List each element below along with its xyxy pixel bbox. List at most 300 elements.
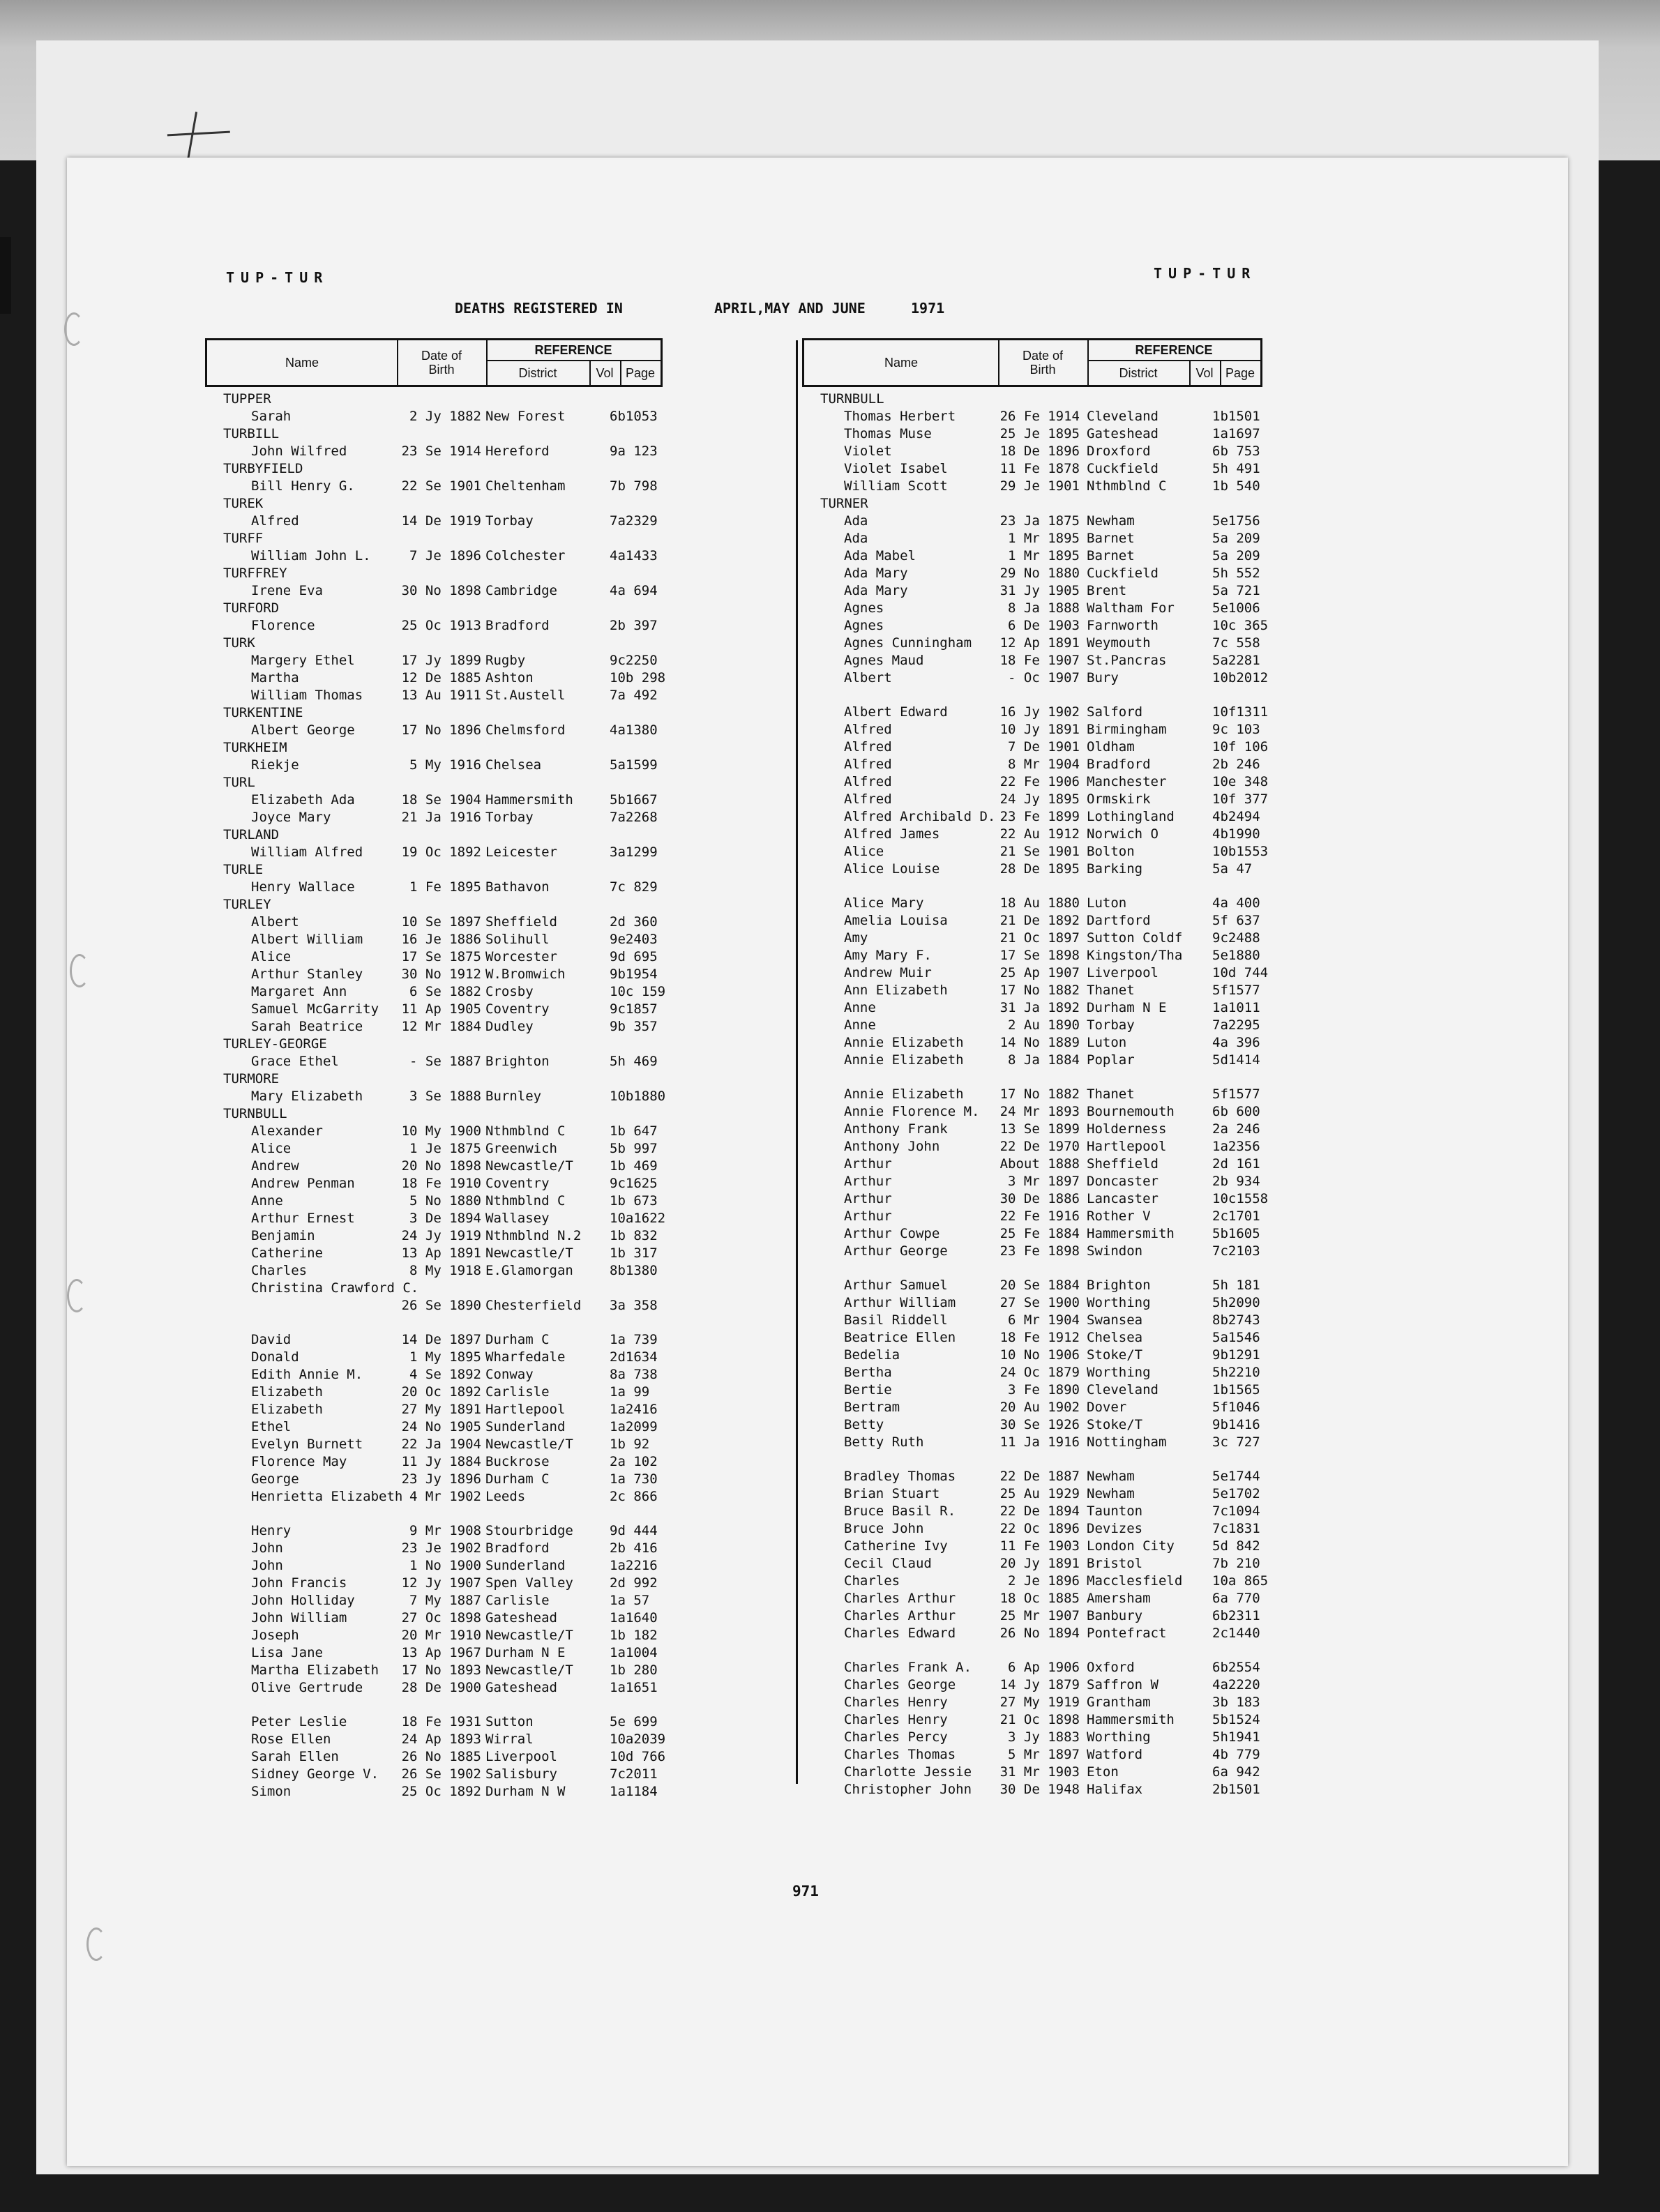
death-entry [802, 1139, 1262, 1156]
date-of-birth: 24 No 1905 [401, 1419, 481, 1434]
date-of-birth: 24 Ap 1893 [401, 1732, 481, 1747]
district: Newcastle/T [485, 1662, 573, 1678]
forename: Bruce John [844, 1521, 924, 1536]
forename: Annie Elizabeth [844, 1086, 964, 1102]
binder-hole [64, 312, 84, 346]
vol-page: 6a 942 [1212, 1764, 1260, 1780]
death-entry [802, 1747, 1262, 1764]
vol-page: 1b 92 [610, 1437, 650, 1452]
death-entry [205, 1610, 663, 1628]
surname: TURMORE [223, 1071, 280, 1086]
death-entry [802, 1660, 1262, 1677]
vol-page: 10d 766 [610, 1749, 666, 1764]
vol-page: 10a 865 [1212, 1573, 1269, 1589]
district: Worthing [1087, 1295, 1151, 1310]
surname-heading [205, 897, 663, 914]
range-left: TUP-TUR [226, 269, 329, 286]
district: Crosby [485, 984, 534, 999]
death-entry [802, 965, 1269, 983]
district: Banbury [1087, 1608, 1143, 1623]
date-of-birth: 25 Oc 1913 [401, 618, 481, 633]
death-entry [205, 1141, 663, 1158]
death-entry [205, 444, 663, 461]
death-entry [205, 548, 663, 566]
death-entry [802, 1086, 1262, 1104]
forename: John Wilfred [251, 444, 347, 459]
header-dob-line1: Date of [421, 349, 462, 363]
death-entry [802, 409, 1262, 426]
date-of-birth: 26 No 1885 [401, 1749, 481, 1764]
header-reference: REFERENCE [486, 340, 661, 361]
district: Swindon [1087, 1243, 1143, 1259]
death-entry [802, 1712, 1262, 1729]
surname-heading [205, 391, 663, 409]
forename: Albert Edward [844, 704, 948, 720]
vol-page: 1b 832 [610, 1228, 658, 1243]
vol-page: 5f1046 [1212, 1400, 1260, 1415]
date-of-birth: 24 Jy 1895 [999, 791, 1080, 807]
forename: Henrietta Elizabeth [251, 1489, 403, 1504]
date-of-birth: 18 Fe 1910 [401, 1176, 481, 1191]
district: Spen Valley [485, 1575, 573, 1591]
district: Newcastle/T [485, 1628, 573, 1643]
surname-heading [802, 496, 1262, 513]
vol-page: 5a 721 [1212, 583, 1260, 598]
vol-page: 10a1622 [610, 1211, 666, 1226]
death-entry [205, 844, 663, 862]
vol-page: 5a2281 [1212, 653, 1260, 668]
vol-page: 8b1380 [610, 1263, 658, 1278]
death-entry [802, 1347, 1262, 1365]
forename: Sarah Ellen [251, 1749, 339, 1764]
death-entry [205, 1593, 663, 1610]
date-of-birth: - Oc 1907 [1008, 670, 1080, 685]
forename: Albert [251, 914, 299, 930]
forename: Annie Elizabeth [844, 1035, 964, 1050]
forename: Ada Mary [844, 583, 908, 598]
date-of-birth: 18 Fe 1912 [999, 1330, 1080, 1345]
date-of-birth: 13 Ap 1967 [401, 1645, 481, 1660]
forename: Irene Eva [251, 583, 323, 598]
header-page: Page [625, 365, 656, 380]
district: W.Bromwich [485, 967, 566, 982]
right-column [802, 338, 1269, 1797]
forename: Cecil Claud [844, 1556, 932, 1571]
district: Cleveland [1087, 1382, 1159, 1397]
vol-page: 7c 558 [1212, 635, 1260, 651]
date-of-birth: 22 Fe 1906 [999, 774, 1080, 789]
death-entry [205, 1089, 666, 1106]
death-entry [802, 948, 1262, 965]
vol-page: 5d 842 [1212, 1538, 1260, 1554]
vol-page: 5f 637 [1212, 913, 1260, 928]
surname-heading [205, 461, 663, 478]
forename: Arthur William [844, 1295, 956, 1310]
date-of-birth: 17 Se 1875 [401, 949, 481, 964]
forename: Arthur [844, 1191, 892, 1206]
vol-page: 5h1941 [1212, 1729, 1260, 1745]
vol-page: 1a1004 [610, 1645, 658, 1660]
table-header [205, 338, 663, 387]
date-of-birth: 21 De 1892 [999, 913, 1080, 928]
date-of-birth: 23 Jy 1896 [401, 1471, 481, 1487]
date-of-birth: 18 Fe 1907 [999, 653, 1080, 668]
district: Durham N E [485, 1645, 566, 1660]
forename: Lisa Jane [251, 1645, 323, 1660]
vol-page: 6b2311 [1212, 1608, 1260, 1623]
district: Newcastle/T [485, 1245, 573, 1261]
district: Liverpool [485, 1749, 557, 1764]
forename: Martha [251, 670, 299, 685]
vol-page: 1a2099 [610, 1419, 658, 1434]
district: Bury [1087, 670, 1119, 685]
vol-page: 2b1501 [1212, 1782, 1260, 1797]
death-entry [802, 1295, 1262, 1312]
district: London City [1087, 1538, 1175, 1554]
district: Salford [1087, 704, 1143, 720]
district: Torbay [485, 513, 534, 529]
district: Worcester [485, 949, 557, 964]
district: Luton [1087, 895, 1127, 911]
death-entry [802, 774, 1269, 791]
date-of-birth: 14 Jy 1879 [999, 1677, 1080, 1692]
forename: John Holliday [251, 1593, 355, 1608]
forename: Amy Mary F. [844, 948, 932, 963]
vol-page: 4a2220 [1212, 1677, 1260, 1692]
death-entry [802, 1191, 1269, 1209]
date-of-birth: 7 De 1901 [1008, 739, 1080, 755]
district: Holderness [1087, 1121, 1167, 1137]
date-of-birth: 25 Je 1895 [999, 426, 1080, 441]
district: Swansea [1087, 1312, 1143, 1328]
death-entry [205, 879, 663, 897]
forename: Charles Arthur [844, 1591, 956, 1606]
header-dob-line2: Birth [428, 363, 455, 377]
death-entry [802, 1677, 1262, 1695]
date-of-birth: 20 No 1898 [401, 1158, 481, 1174]
district: Chesterfield [485, 1298, 582, 1313]
death-entry [802, 426, 1262, 444]
death-entry [205, 1628, 663, 1645]
district: Newcastle/T [485, 1437, 573, 1452]
vol-page: 5h2090 [1212, 1295, 1260, 1310]
date-of-birth: 30 No 1898 [401, 583, 481, 598]
vol-page: 3c 727 [1212, 1434, 1260, 1450]
district: Brighton [1087, 1278, 1151, 1293]
vol-page: 10b1553 [1212, 844, 1269, 859]
district: Wharfedale [485, 1349, 566, 1365]
date-of-birth: 12 Mr 1884 [401, 1019, 481, 1034]
vol-page: 1b 469 [610, 1158, 658, 1174]
date-of-birth: 11 Ja 1916 [999, 1434, 1080, 1450]
surname: TURFORD [223, 600, 280, 616]
forename: John [251, 1558, 283, 1573]
district: Barnet [1087, 548, 1135, 563]
death-entry [205, 1766, 663, 1784]
page-number: 971 [792, 1883, 819, 1900]
date-of-birth: 29 Je 1901 [999, 478, 1080, 494]
date-of-birth: 3 Jy 1883 [1008, 1729, 1080, 1745]
forename: George [251, 1471, 299, 1487]
district: Hammersmith [1087, 1712, 1175, 1727]
vol-page: 7c2103 [1212, 1243, 1260, 1259]
forename: Charles Thomas [844, 1747, 956, 1762]
surname: TURLE [223, 862, 264, 877]
date-of-birth: 13 Se 1899 [999, 1121, 1080, 1137]
death-entry [802, 1573, 1269, 1591]
date-of-birth: 26 Se 1890 [401, 1298, 481, 1313]
vol-page: 9a 123 [610, 444, 658, 459]
death-entry [802, 583, 1262, 600]
date-of-birth: 23 Je 1902 [401, 1540, 481, 1556]
death-entry [205, 1784, 663, 1801]
date-of-birth: About 1888 [999, 1156, 1080, 1172]
date-of-birth: 11 Ap 1905 [401, 1001, 481, 1017]
forename: Charles Percy [844, 1729, 948, 1745]
death-entry [205, 653, 663, 670]
death-entry [802, 1226, 1262, 1243]
date-of-birth: 2 Je 1896 [1008, 1573, 1080, 1589]
vol-page: 6b 753 [1212, 444, 1260, 459]
vol-page: 1b 182 [610, 1628, 658, 1643]
death-entry [802, 1469, 1262, 1486]
district: Durham C [485, 1471, 550, 1487]
forename: Simon [251, 1784, 292, 1799]
date-of-birth: 5 My 1916 [409, 757, 481, 773]
death-entry [205, 967, 663, 984]
surname-heading [205, 827, 663, 844]
row-spacer [802, 879, 1262, 895]
death-entry [802, 1538, 1262, 1556]
vol-page: 9c2250 [610, 653, 658, 668]
death-entry [802, 1503, 1262, 1521]
vol-page: 9b1954 [610, 967, 658, 982]
date-of-birth: 23 Se 1914 [401, 444, 481, 459]
district: Pontefract [1087, 1626, 1167, 1641]
vol-page: 5a 209 [1212, 531, 1260, 546]
vol-page: 9e2403 [610, 932, 658, 947]
vol-page: 1b1565 [1212, 1382, 1260, 1397]
death-entry [802, 1365, 1262, 1382]
forename: Charles Arthur [844, 1608, 956, 1623]
death-entry [205, 984, 666, 1001]
district: Kingston/Tha [1087, 948, 1183, 963]
forename: Arthur George [844, 1243, 948, 1259]
vol-page: 7c 829 [610, 879, 658, 895]
death-entry [205, 1158, 663, 1176]
header-vol: Vol [1189, 361, 1221, 385]
date-of-birth: 18 Se 1904 [401, 792, 481, 808]
district: New Forest [485, 409, 566, 424]
forename: Joseph [251, 1628, 299, 1643]
district: Hartlepool [1087, 1139, 1167, 1154]
vol-page: 5f1577 [1212, 983, 1260, 998]
death-entry [205, 1019, 663, 1036]
death-entry [802, 478, 1262, 496]
date-of-birth: 1 Mr 1895 [1008, 548, 1080, 563]
surname-heading [205, 531, 663, 548]
vol-page: 5e1702 [1212, 1486, 1260, 1501]
district: Hereford [485, 444, 550, 459]
district: E.Glamorgan [485, 1263, 573, 1278]
date-of-birth: 18 Fe 1931 [401, 1714, 481, 1729]
date-of-birth: 19 Oc 1892 [401, 844, 481, 860]
district: Carlisle [485, 1593, 550, 1608]
date-of-birth: 30 No 1912 [401, 967, 481, 982]
death-entry [205, 478, 663, 496]
death-entry [802, 1052, 1262, 1070]
vol-page: 9b 357 [610, 1019, 658, 1034]
date-of-birth: 24 Mr 1893 [999, 1104, 1080, 1119]
row-spacer [802, 1452, 1262, 1469]
forename: John William [251, 1610, 347, 1626]
district: Norwich O [1087, 826, 1159, 842]
forename: Andrew Penman [251, 1176, 355, 1191]
surname: TUREK [223, 496, 264, 511]
forename: Charles Henry [844, 1712, 948, 1727]
date-of-birth: 23 Ja 1875 [999, 513, 1080, 529]
district: Coventry [485, 1001, 550, 1017]
entry-list [802, 391, 1269, 1799]
forename: Andrew Muir [844, 965, 932, 980]
date-of-birth: 5 No 1880 [409, 1193, 481, 1209]
death-entry [205, 1384, 663, 1402]
column-divider [796, 340, 798, 1784]
vol-page: 10c1558 [1212, 1191, 1269, 1206]
vol-page: 9c1857 [610, 1001, 658, 1017]
vol-page: 10f 377 [1212, 791, 1269, 807]
death-entry [205, 792, 663, 810]
vol-page: 1a 739 [610, 1332, 658, 1347]
forename: Bill Henry G. [251, 478, 355, 494]
death-entry [802, 1591, 1262, 1608]
forename: Arthur [844, 1156, 892, 1172]
forename: Elizabeth [251, 1402, 323, 1417]
district: Watford [1087, 1747, 1143, 1762]
forename: Alice Mary [844, 895, 924, 911]
date-of-birth: 20 Oc 1892 [401, 1384, 481, 1400]
date-of-birth: 25 Fe 1884 [999, 1226, 1080, 1241]
forename: Alexander [251, 1123, 323, 1139]
forename: Charles George [844, 1677, 956, 1692]
district: Bolton [1087, 844, 1135, 859]
death-entry [205, 1454, 663, 1471]
death-entry [802, 1417, 1262, 1434]
death-entry [802, 600, 1262, 618]
death-entry [205, 1349, 663, 1367]
district: Grantham [1087, 1695, 1151, 1710]
district: Durham C [485, 1332, 550, 1347]
vol-page: 4a 400 [1212, 895, 1260, 911]
vol-page: 10d 744 [1212, 965, 1269, 980]
death-entry [205, 1245, 663, 1263]
forename: Ada Mary [844, 566, 908, 581]
date-of-birth: 22 Se 1901 [401, 478, 481, 494]
death-entry [802, 791, 1269, 809]
vol-page: 5e 699 [610, 1714, 658, 1729]
vol-page: 1a1697 [1212, 426, 1260, 441]
district: Wallasey [485, 1211, 550, 1226]
vol-page: 9d 444 [610, 1523, 658, 1538]
forename: Alice Louise [844, 861, 940, 877]
forename: Grace Ethel [251, 1054, 339, 1069]
date-of-birth: 20 Au 1902 [999, 1400, 1080, 1415]
district: Barking [1087, 861, 1143, 877]
district: Cambridge [485, 583, 557, 598]
date-of-birth: 11 Fe 1903 [999, 1538, 1080, 1554]
forename: Brian Stuart [844, 1486, 940, 1501]
surname-heading [205, 705, 663, 722]
date-of-birth: 25 Mr 1907 [999, 1608, 1080, 1623]
death-entry [205, 1714, 663, 1732]
vol-page: 1a 99 [610, 1384, 650, 1400]
surname-heading [205, 426, 663, 444]
forename: Betty Ruth [844, 1434, 924, 1450]
death-entry [802, 1017, 1262, 1035]
district: Saffron W [1087, 1677, 1159, 1692]
forename: Florence [251, 618, 315, 633]
death-entry [802, 461, 1262, 478]
district: Nthmblnd C [485, 1193, 566, 1209]
death-entry [802, 1209, 1262, 1226]
death-entry [205, 1263, 663, 1280]
surname: TURBILL [223, 426, 280, 441]
vol-page: 7b 798 [610, 478, 658, 494]
vol-page: 10b1880 [610, 1089, 666, 1104]
date-of-birth: 7 Je 1896 [409, 548, 481, 563]
death-entry [205, 670, 666, 688]
death-entry [205, 949, 663, 967]
date-of-birth: 24 Jy 1919 [401, 1228, 481, 1243]
caption-year: 1971 [911, 300, 945, 317]
death-entry [205, 583, 663, 600]
vol-page: 5f1577 [1212, 1086, 1260, 1102]
header-dob [998, 340, 1089, 385]
district: Bristol [1087, 1556, 1143, 1571]
date-of-birth: 25 Ap 1907 [999, 965, 1080, 980]
forename: Charlotte Jessie [844, 1764, 972, 1780]
death-entry [205, 1001, 663, 1019]
date-of-birth: 1 My 1895 [409, 1349, 481, 1365]
district: Weymouth [1087, 635, 1151, 651]
date-of-birth: 17 Se 1898 [999, 948, 1080, 963]
forename: Agnes [844, 600, 884, 616]
date-of-birth: 8 Ja 1888 [1008, 600, 1080, 616]
forename: Alice [251, 949, 292, 964]
date-of-birth: 22 Oc 1896 [999, 1521, 1080, 1536]
death-entry [205, 1193, 663, 1211]
date-of-birth: 26 Fe 1914 [999, 409, 1080, 424]
death-entry [802, 618, 1269, 635]
surname: TURNER [820, 496, 868, 511]
forename: Alfred [844, 791, 892, 807]
date-of-birth: 14 De 1897 [401, 1332, 481, 1347]
date-of-birth: 10 My 1900 [401, 1123, 481, 1139]
forename: Catherine [251, 1245, 323, 1261]
vol-page: 5b1605 [1212, 1226, 1260, 1241]
death-entry [205, 1332, 663, 1349]
district: Nthmblnd C [485, 1123, 566, 1139]
vol-page: 5e1880 [1212, 948, 1260, 963]
forename: Peter Leslie [251, 1714, 347, 1729]
vol-page: 2b 246 [1212, 757, 1260, 772]
district: Torbay [1087, 1017, 1135, 1033]
forename: William John L. [251, 548, 371, 563]
district: Oldham [1087, 739, 1135, 755]
row-spacer [205, 1697, 663, 1714]
forename: Alfred James [844, 826, 940, 842]
forename: Arthur Stanley [251, 967, 363, 982]
